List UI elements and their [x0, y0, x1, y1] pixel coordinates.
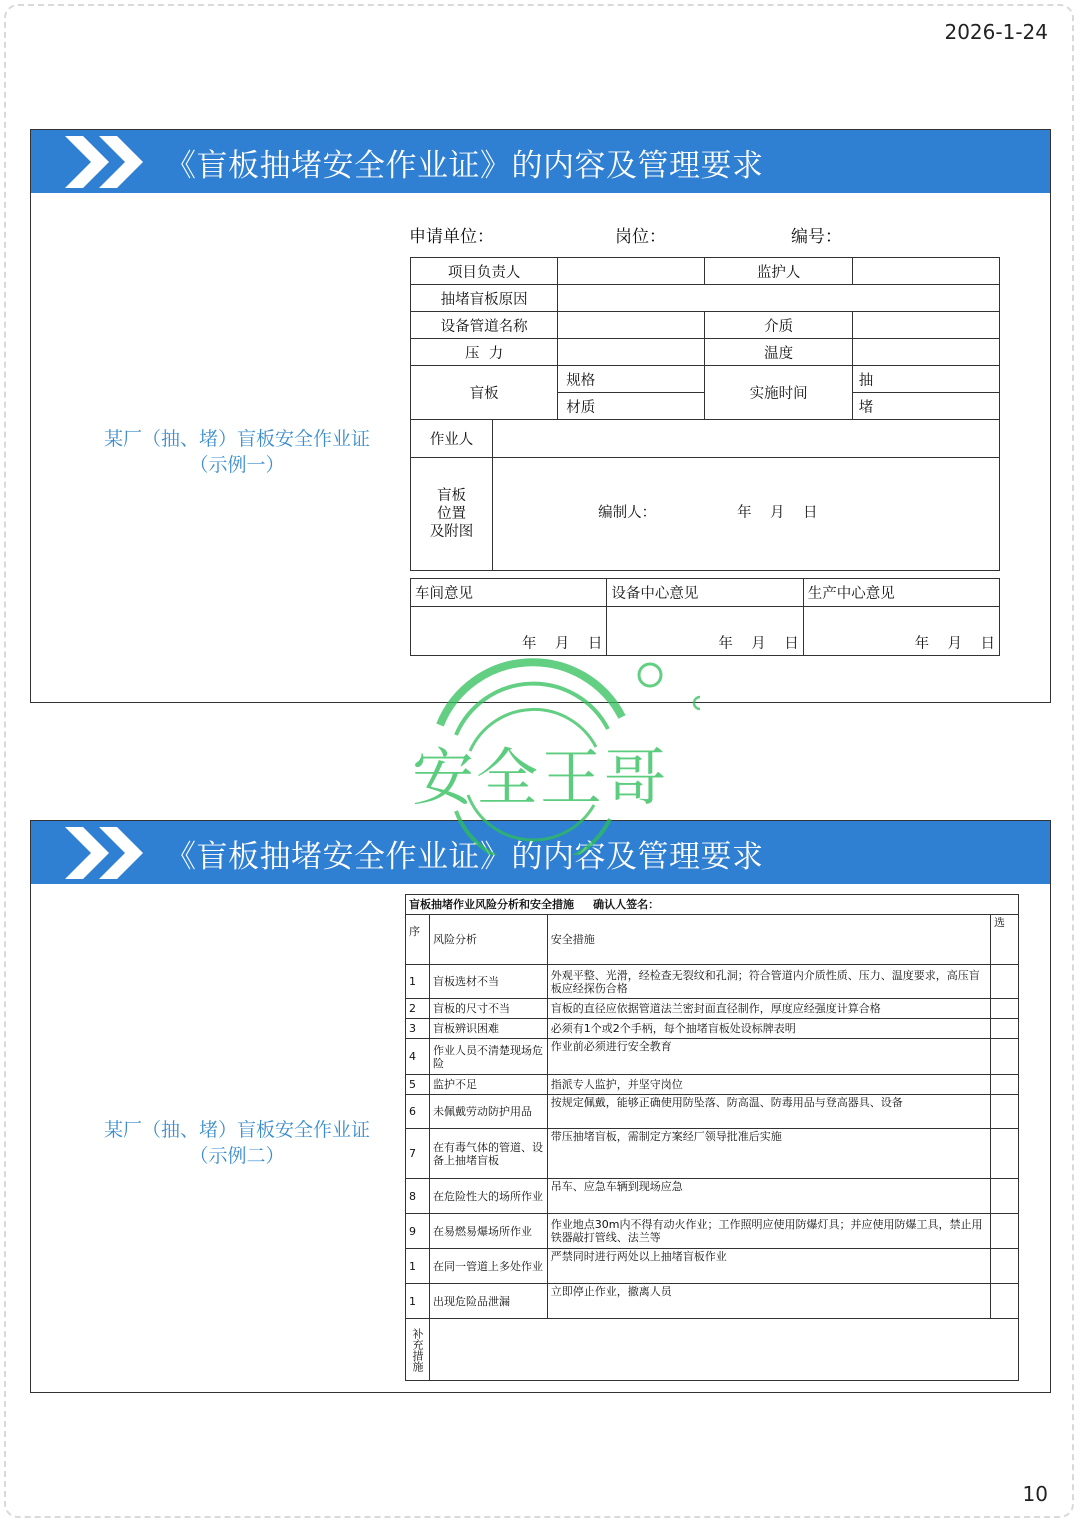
guardian-label: 监护人: [705, 258, 852, 285]
position-label-3: 及附图: [429, 524, 474, 540]
equipment-name-label: 设备管道名称: [411, 312, 558, 339]
chevron-right-icon: [65, 825, 155, 881]
risk-table-title: 盲板抽堵作业风险分析和安全措施 确认人签名：: [406, 895, 1019, 915]
table-row: [406, 1129, 1019, 1179]
supplement-field[interactable]: [429, 1319, 1018, 1381]
reason-label: 抽堵盲板原因: [411, 285, 558, 312]
position-label-2: 位置: [437, 506, 467, 522]
table-row: [406, 965, 1019, 999]
row-measure: 作业地点30m内不得有动火作业；工作照明应使用防爆灯具；并应使用防爆工具，禁止用铁器敲打管线、法兰等: [547, 1214, 990, 1249]
row-select[interactable]: [990, 1019, 1018, 1039]
row-measure: 盲板的直径应依据管道法兰密封面直径制作，厚度应经强度计算合格: [547, 999, 990, 1019]
caption-line-1: 某厂（抽、堵）盲板安全作业证: [103, 428, 370, 450]
row-risk: 在同一管道上多处作业: [429, 1249, 547, 1284]
position-field[interactable]: [493, 458, 1000, 571]
workshop-opinion-label: 车间意见: [411, 579, 607, 607]
row-seq: 7: [406, 1129, 430, 1179]
spec-label: 规格: [558, 366, 705, 393]
row-risk: 在易燃易爆场所作业: [429, 1214, 547, 1249]
row-risk: 在有毒气体的管道、设备上抽堵盲板: [429, 1129, 547, 1179]
row-seq: 5: [406, 1075, 430, 1095]
reason-field[interactable]: [558, 285, 1000, 312]
select-header: 选: [990, 915, 1018, 965]
row-seq: 2: [406, 999, 430, 1019]
row-measure: 外观平整、光滑，经检查无裂纹和孔洞；符合管道内介质性质、压力、温度要求，高压盲板应经探伤合格: [547, 965, 990, 999]
row-risk: 盲板的尺寸不当: [429, 999, 547, 1019]
table-row: [406, 1214, 1019, 1249]
slide-2-banner: [31, 821, 1050, 884]
table-row: [406, 1075, 1019, 1095]
row-measure: 严禁同时进行两处以上抽堵盲板作业: [547, 1249, 990, 1284]
row-select[interactable]: [990, 1039, 1018, 1075]
blind-plate-label: 盲板: [411, 366, 558, 420]
row-measure: 必须有1个或2个手柄，每个抽堵盲板处设标牌表明: [547, 1019, 990, 1039]
project-lead-field[interactable]: [558, 258, 705, 285]
row-measure: 按规定佩戴，能够正确使用防坠落、防高温、防毒用品与登高器具、设备: [547, 1095, 990, 1129]
row-seq: 3: [406, 1019, 430, 1039]
slide-2: [30, 820, 1051, 1393]
equipment-opinion-label: 设备中心意见: [607, 579, 803, 607]
table-row: [406, 1095, 1019, 1129]
position-label: [411, 458, 493, 571]
table-row: [406, 1019, 1019, 1039]
row-risk: 未佩戴劳动防护用品: [429, 1095, 547, 1129]
row-measure: 带压抽堵盲板，需制定方案经厂领导批准后实施: [547, 1129, 990, 1179]
chevron-right-icon: [65, 134, 155, 190]
operator-field[interactable]: [493, 420, 1000, 458]
caption-line-2: （示例一）: [189, 454, 285, 476]
caption-line-1: 某厂（抽、堵）盲板安全作业证: [103, 1119, 370, 1141]
pressure-field[interactable]: [558, 339, 705, 366]
page-number: 10: [1022, 1482, 1048, 1506]
block-label: 堵: [852, 393, 999, 420]
row-seq: 4: [406, 1039, 430, 1075]
position-label-1: 盲板: [437, 488, 467, 504]
row-risk: 监护不足: [429, 1075, 547, 1095]
equipment-opinion-date[interactable]: 年 月 日: [607, 607, 803, 656]
row-seq: 1: [406, 965, 430, 999]
watermark-text: 安全王哥: [412, 741, 669, 814]
extract-label: 抽: [852, 366, 999, 393]
temperature-field[interactable]: [852, 339, 999, 366]
row-seq: 1: [406, 1249, 430, 1284]
guardian-field[interactable]: [852, 258, 999, 285]
row-select[interactable]: [990, 1075, 1018, 1095]
production-opinion-label: 生产中心意见: [803, 579, 999, 607]
row-measure: 指派专人监护，并坚守岗位: [547, 1075, 990, 1095]
row-risk: 出现危险品泄漏: [429, 1284, 547, 1319]
risk-header: 风险分析: [429, 915, 547, 965]
row-select[interactable]: [990, 1179, 1018, 1214]
caption-line-2: （示例二）: [189, 1145, 285, 1167]
compiler-date: 年 月 日: [737, 505, 818, 521]
row-risk: 作业人员不清楚现场危险: [429, 1039, 547, 1075]
opinion-table: [410, 578, 1000, 656]
row-risk: 盲板选材不当: [429, 965, 547, 999]
row-measure: 立即停止作业，撤离人员: [547, 1284, 990, 1319]
slide-1: [30, 129, 1051, 703]
row-seq: 1: [406, 1284, 430, 1319]
pressure-label: 压 力: [411, 339, 558, 366]
workshop-opinion-date[interactable]: 年 月 日: [411, 607, 607, 656]
row-select[interactable]: [990, 1129, 1018, 1179]
row-select[interactable]: [990, 1249, 1018, 1284]
table-row: [406, 1284, 1019, 1319]
row-select[interactable]: [990, 1214, 1018, 1249]
unit-label: 申请单位：: [409, 227, 494, 247]
permit-form: [410, 257, 1000, 571]
operator-label: 作业人: [411, 420, 493, 458]
medium-field[interactable]: [852, 312, 999, 339]
project-lead-label: 项目负责人: [411, 258, 558, 285]
impl-time-label: 实施时间: [705, 366, 852, 420]
production-opinion-date[interactable]: 年 月 日: [803, 607, 999, 656]
equipment-name-field[interactable]: [558, 312, 705, 339]
table-row: [406, 1179, 1019, 1214]
risk-table: [405, 894, 1019, 1381]
number-label: 编号：: [791, 227, 842, 247]
row-risk: 在危险性大的场所作业: [429, 1179, 547, 1214]
medium-label: 介质: [705, 312, 852, 339]
seq-header: 序: [406, 915, 430, 965]
row-select[interactable]: [990, 1284, 1018, 1319]
row-risk: 盲板辨识困难: [429, 1019, 547, 1039]
row-measure: 吊车、应急车辆到现场应急: [547, 1179, 990, 1214]
row-select[interactable]: [990, 999, 1018, 1019]
slide-1-title: 《盲板抽堵安全作业证》的内容及管理要求: [165, 148, 764, 184]
material-label: 材质: [558, 393, 705, 420]
slide-2-title: 《盲板抽堵安全作业证》的内容及管理要求: [165, 839, 764, 875]
measure-header: 安全措施: [547, 915, 990, 965]
post-label: 岗位：: [615, 227, 666, 247]
row-seq: 8: [406, 1179, 430, 1214]
temperature-label: 温度: [705, 339, 852, 366]
slide-1-caption: [87, 426, 387, 478]
compiler-label: 编制人：: [598, 505, 657, 521]
supplement-label: 补充措施: [406, 1319, 430, 1381]
row-seq: 6: [406, 1095, 430, 1129]
row-measure: 作业前必须进行安全教育: [547, 1039, 990, 1075]
slide-2-caption: [87, 1117, 387, 1169]
row-select[interactable]: [990, 1095, 1018, 1129]
table-row: [406, 1039, 1019, 1075]
table-row: [406, 999, 1019, 1019]
page-date: 2026-1-24: [944, 20, 1048, 44]
slide-1-banner: [31, 130, 1050, 193]
row-seq: 9: [406, 1214, 430, 1249]
table-row: [406, 1249, 1019, 1284]
row-select[interactable]: [990, 965, 1018, 999]
